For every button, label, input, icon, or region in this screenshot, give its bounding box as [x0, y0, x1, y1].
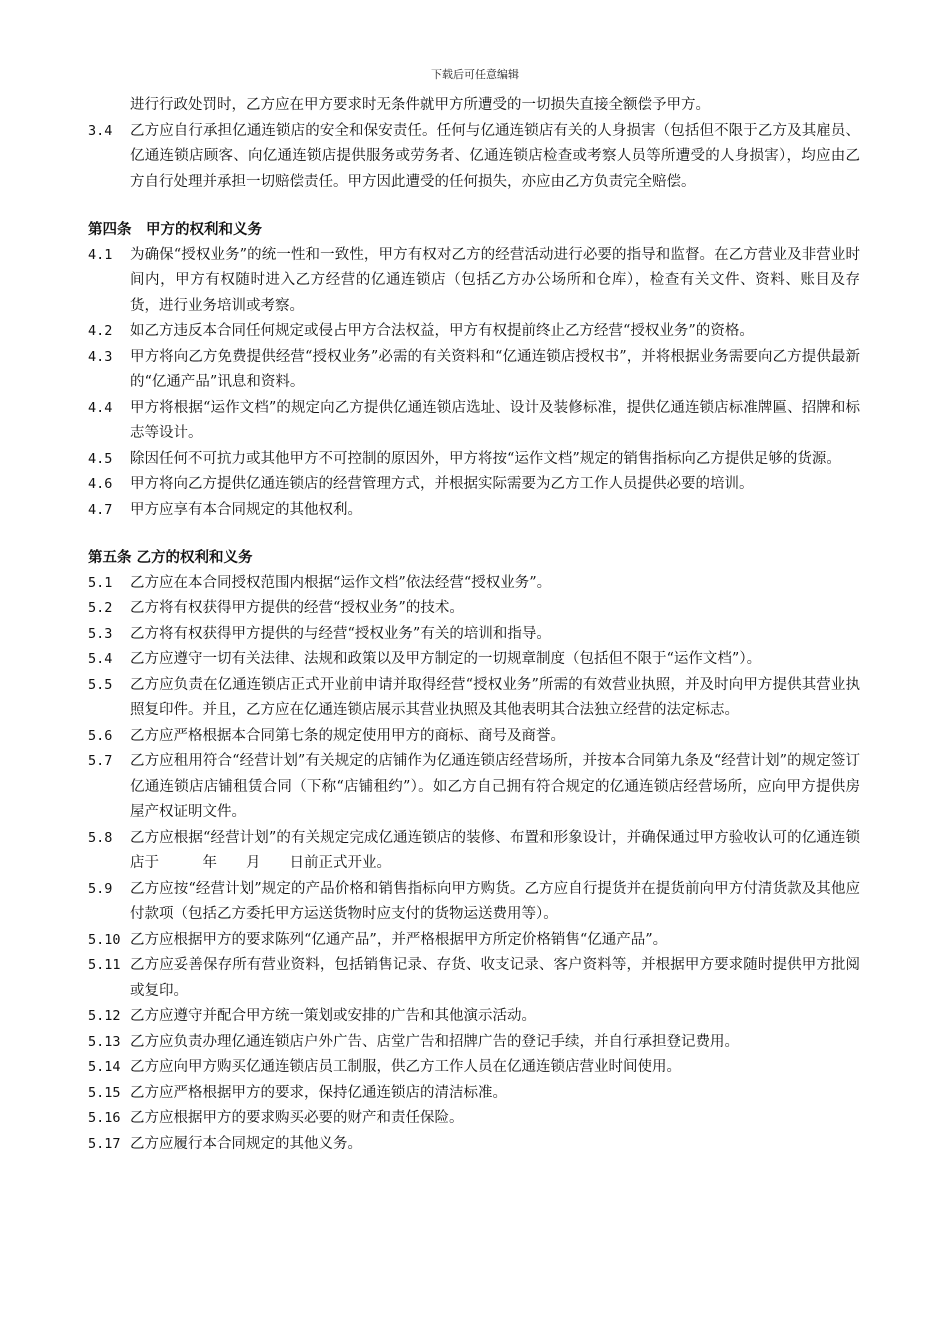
clause-text: 乙方应在本合同授权范围内根据“运作文档”依法经营“授权业务”。: [130, 574, 552, 591]
continued-paragraph: 进行行政处罚时，乙方应在甲方要求时无条件就甲方所遭受的一切损失直接全额偿予甲方。: [130, 97, 710, 113]
clause-text: 乙方应根据“经营计划”的有关规定完成亿通连锁店的装修、布置和形象设计，并确保通过甲方验收认可的亿通连锁店于 年 月 日前正式开业。: [130, 829, 860, 871]
clause-text: 乙方应负责办理亿通连锁店户外广告、店堂广告和招牌广告的登记手续，并自行承担登记费用。: [130, 1033, 739, 1050]
clause-text: 除因任何不可抗力或其他甲方不可控制的原因外，甲方将按“运作文档”规定的销售指标向乙方提供足够的货源。: [130, 450, 841, 467]
clause-5-15: [88, 1081, 860, 1107]
clause-number: 5.1: [88, 574, 113, 591]
section-4-title: 第四条 甲方的权利和义务: [88, 221, 262, 238]
clause-4-3: [88, 345, 860, 396]
clause-text: 乙方应严格根据本合同第七条的规定使用甲方的商标、商号及商誉。: [130, 727, 565, 744]
clause-5-13: [88, 1030, 860, 1056]
section-5-clauses: [88, 571, 860, 1158]
clause-5-14: [88, 1055, 860, 1081]
clause-5-12: [88, 1004, 860, 1030]
clause-number: 5.3: [88, 625, 113, 642]
clause-text: 如乙方违反本合同任何规定或侵占甲方合法权益，甲方有权提前终止乙方经营“授权业务”的资格。: [130, 323, 754, 339]
clause-text: 乙方应妥善保存所有营业资料，包括销售记录、存货、收支记录、客户资料等，并根据甲方要求随时提供甲方批阅或复印。: [130, 957, 860, 999]
clause-5-8: [88, 826, 860, 877]
clause-5-10: [88, 928, 860, 954]
clause-text: 乙方应负责在亿通连锁店正式开业前申请并取得经营“授权业务”所需的有效营业执照，并及时向甲方提供其营业执照复印件。并且，乙方应在亿通连锁店展示其营业执照及其他表明其合法独立经营的法定标志。: [130, 676, 860, 718]
clause-number: 4.7: [88, 501, 113, 518]
page-header: 下载后可任意编辑: [431, 68, 519, 81]
clause-text: 乙方应按“经营计划”规定的产品价格和销售指标向甲方购货。乙方应自行提货并在提货前向甲方付清货款及其他应付款项（包括乙方委托甲方运送货物时应支付的货物运送费用等）。: [130, 880, 860, 922]
clause-5-4: [88, 647, 860, 673]
clause-number: 4.2: [88, 323, 113, 339]
clause-number: 5.4: [88, 651, 113, 667]
clause-text: 甲方将向乙方免费提供经营“授权业务”必需的有关资料和“亿通连锁店授权书”，并将根据业务需要向乙方提供最新的“亿通产品”讯息和资料。: [130, 348, 860, 390]
clause-number: 5.14: [88, 1059, 121, 1075]
clause-5-9: [88, 877, 860, 928]
clause-text: 甲方应享有本合同规定的其他权利。: [130, 501, 362, 518]
clause-number: 5.11: [88, 957, 121, 973]
clause-number: 5.17: [88, 1135, 121, 1152]
clause-number: 4.4: [88, 399, 113, 416]
clause-5-6: [88, 724, 860, 750]
clause-5-2: [88, 596, 860, 622]
clause-text: 甲方将根据“运作文档”的规定向乙方提供亿通连锁店选址、设计及装修标准，提供亿通连锁店标准牌匾、招牌和标志等设计。: [130, 399, 860, 441]
clause-number: 3.4: [88, 122, 113, 139]
clause-number: 4.6: [88, 476, 113, 492]
clause-4-2: [88, 319, 860, 345]
clause-number: 5.16: [88, 1110, 121, 1126]
clause-text: 乙方应根据甲方的要求购买必要的财产和责任保险。: [130, 1110, 464, 1126]
clause-5-3: [88, 622, 860, 648]
clause-number: 5.12: [88, 1008, 121, 1024]
clause-5-11: [88, 953, 860, 1004]
clause-number: 5.5: [88, 676, 113, 693]
clause-text: 乙方应租用符合“经营计划”有关规定的店铺作为亿通连锁店经营场所，并按本合同第九条及“经营计划”的规定签订亿通连锁店店铺租赁合同（下称“店铺租约”）。如乙方自己拥有符合规定的亿通连锁店经营场所，应向甲方提供房屋产权证明文件。: [130, 753, 860, 820]
clause-5-17: [88, 1132, 860, 1158]
clause-4-6: [88, 472, 860, 498]
clause-text: 乙方应向甲方购买亿通连锁店员工制服，供乙方工作人员在亿通连锁店营业时间使用。: [130, 1059, 681, 1075]
clause-number: 4.5: [88, 450, 113, 467]
clause-number: 4.3: [88, 348, 113, 365]
clause-number: 5.15: [88, 1084, 121, 1101]
clause-number: 5.13: [88, 1033, 121, 1050]
clause-text: 乙方应严格根据甲方的要求，保持亿通连锁店的清洁标准。: [130, 1084, 507, 1101]
clause-4-1: [88, 243, 860, 320]
clause-number: 5.2: [88, 600, 113, 616]
clause-3-4: [88, 119, 860, 196]
clause-text: 为确保“授权业务”的统一性和一致性，甲方有权对乙方的经营活动进行必要的指导和监督。在乙方营业及非营业时间内，甲方有权随时进入乙方经营的亿通连锁店（包括乙方办公场所和仓库），检查有关文件、资料、账目及存货，进行业务培训或考察。: [130, 246, 860, 314]
clause-text: 乙方将有权获得甲方提供的与经营“授权业务”有关的培训和指导。: [130, 625, 551, 642]
clause-text: 乙方应履行本合同规定的其他义务。: [130, 1135, 362, 1152]
clause-text: 乙方将有权获得甲方提供的经营“授权业务”的技术。: [130, 600, 464, 616]
clause-text: 乙方应自行承担亿通连锁店的安全和保安责任。任何与亿通连锁店有关的人身损害（包括但不限于乙方及其雇员、亿通连锁店顾客、向亿通连锁店提供服务或劳务者、亿通连锁店检查或考察人员等所遭受的人身损害），均应由乙方自行处理并承担一切赔偿责任。甲方因此遭受的任何损失，亦应由乙方负责完全赔偿。: [130, 122, 860, 190]
clause-4-7: [88, 498, 860, 524]
clause-text: 甲方将向乙方提供亿通连锁店的经营管理方式，并根据实际需要为乙方工作人员提供必要的培训。: [130, 476, 754, 492]
clause-number: 5.8: [88, 829, 113, 846]
document-body: [88, 93, 860, 1157]
clause-5-5: [88, 673, 860, 724]
section-4-clauses: [88, 243, 860, 524]
clause-text: 乙方应根据甲方的要求陈列“亿通产品”，并严格根据甲方所定价格销售“亿通产品”。: [130, 931, 668, 948]
clause-number: 4.1: [88, 246, 113, 263]
clause-number: 5.10: [88, 931, 121, 948]
clause-5-7: [88, 749, 860, 826]
section-5-title: 第五条 乙方的权利和义务: [88, 549, 253, 566]
clause-number: 5.6: [88, 727, 113, 744]
clause-number: 5.9: [88, 880, 113, 897]
clause-4-5: [88, 447, 860, 473]
clause-4-4: [88, 396, 860, 447]
clause-text: 乙方应遵守并配合甲方统一策划或安排的广告和其他演示活动。: [130, 1008, 536, 1024]
clause-5-16: [88, 1106, 860, 1132]
clause-5-1: [88, 571, 860, 597]
clause-number: 5.7: [88, 753, 113, 769]
clause-text: 乙方应遵守一切有关法律、法规和政策以及甲方制定的一切规章制度（包括但不限于“运作文档”）。: [130, 651, 762, 667]
